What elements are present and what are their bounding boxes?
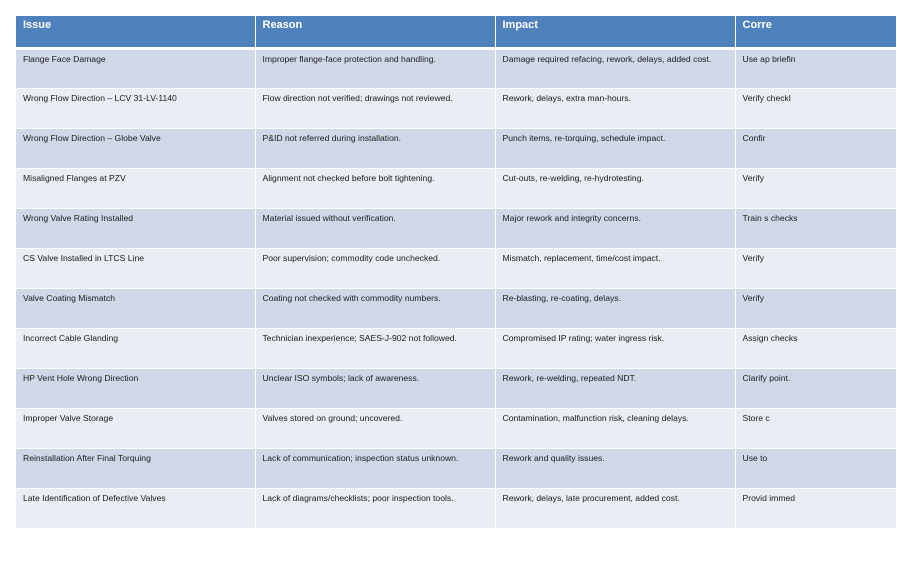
lessons-learned-table bbox=[16, 16, 897, 529]
table-row bbox=[16, 448, 896, 488]
cell-impact: Re-blasting, re-coating, delays. bbox=[495, 288, 735, 328]
cell-reason: Technician inexperience; SAES-J-902 not followed. bbox=[255, 328, 495, 368]
cell-impact: Rework, re-welding, repeated NDT. bbox=[495, 368, 735, 408]
table-row bbox=[16, 208, 896, 248]
cell-issue: Wrong Flow Direction – LCV 31-LV-1140 bbox=[16, 88, 255, 128]
cell-reason: Material issued without verification. bbox=[255, 208, 495, 248]
table-row bbox=[16, 368, 896, 408]
cell-reason: Valves stored on ground; uncovered. bbox=[255, 408, 495, 448]
cell-impact: Major rework and integrity concerns. bbox=[495, 208, 735, 248]
header-corrective: Corre bbox=[735, 16, 896, 48]
cell-reason: Unclear ISO symbols; lack of awareness. bbox=[255, 368, 495, 408]
cell-corrective: Provid immed bbox=[735, 488, 896, 528]
table-row bbox=[16, 488, 896, 528]
cell-issue: Late Identification of Defective Valves bbox=[16, 488, 255, 528]
cell-corrective: Use ap briefin bbox=[735, 48, 896, 88]
table-row bbox=[16, 288, 896, 328]
cell-corrective: Verify bbox=[735, 248, 896, 288]
cell-corrective: Verify bbox=[735, 288, 896, 328]
cell-corrective: Assign checks bbox=[735, 328, 896, 368]
table-row bbox=[16, 328, 896, 368]
cell-impact: Compromised IP rating; water ingress risk. bbox=[495, 328, 735, 368]
cell-issue: Misaligned Flanges at PZV bbox=[16, 168, 255, 208]
header-impact: Impact bbox=[495, 16, 735, 48]
cell-issue: HP Vent Hole Wrong Direction bbox=[16, 368, 255, 408]
cell-corrective: Store c bbox=[735, 408, 896, 448]
cell-corrective: Use to bbox=[735, 448, 896, 488]
cell-issue: Flange Face Damage bbox=[16, 48, 255, 88]
cell-impact: Cut-outs, re-welding, re-hydrotesting. bbox=[495, 168, 735, 208]
cell-impact: Contamination, malfunction risk, cleaning delays. bbox=[495, 408, 735, 448]
cell-corrective: Verify bbox=[735, 168, 896, 208]
table-row bbox=[16, 248, 896, 288]
cell-impact: Rework and quality issues. bbox=[495, 448, 735, 488]
cell-issue: CS Valve Installed in LTCS Line bbox=[16, 248, 255, 288]
lessons-learned-table-container bbox=[16, 16, 798, 537]
cell-reason: Alignment not checked before bolt tightening. bbox=[255, 168, 495, 208]
cell-reason: P&ID not referred during installation. bbox=[255, 128, 495, 168]
header-row bbox=[16, 16, 896, 48]
cell-impact: Damage required refacing, rework, delays, added cost. bbox=[495, 48, 735, 88]
cell-reason: Improper flange-face protection and handling. bbox=[255, 48, 495, 88]
table-row bbox=[16, 128, 896, 168]
header-issue: Issue bbox=[16, 16, 255, 48]
table-row bbox=[16, 168, 896, 208]
cell-impact: Punch items, re-torquing, schedule impact. bbox=[495, 128, 735, 168]
cell-issue: Valve Coating Mismatch bbox=[16, 288, 255, 328]
cell-issue: Incorrect Cable Glanding bbox=[16, 328, 255, 368]
cell-reason: Lack of communication; inspection status unknown. bbox=[255, 448, 495, 488]
cell-impact: Rework, delays, extra man-hours. bbox=[495, 88, 735, 128]
cell-issue: Reinstallation After Final Torquing bbox=[16, 448, 255, 488]
table-row bbox=[16, 48, 896, 88]
cell-issue: Wrong Flow Direction – Globe Valve bbox=[16, 128, 255, 168]
cell-reason: Poor supervision; commodity code unchecked. bbox=[255, 248, 495, 288]
cell-reason: Coating not checked with commodity numbers. bbox=[255, 288, 495, 328]
cell-impact: Mismatch, replacement, time/cost impact. bbox=[495, 248, 735, 288]
cell-corrective: Train s checks bbox=[735, 208, 896, 248]
cell-issue: Wrong Valve Rating Installed bbox=[16, 208, 255, 248]
cell-corrective: Confir bbox=[735, 128, 896, 168]
cell-corrective: Verify checkl bbox=[735, 88, 896, 128]
table-row bbox=[16, 88, 896, 128]
cell-reason: Lack of diagrams/checklists; poor inspection tools. bbox=[255, 488, 495, 528]
table-row bbox=[16, 408, 896, 448]
cell-impact: Rework, delays, late procurement, added cost. bbox=[495, 488, 735, 528]
cell-reason: Flow direction not verified; drawings not reviewed. bbox=[255, 88, 495, 128]
cell-issue: Improper Valve Storage bbox=[16, 408, 255, 448]
header-reason: Reason bbox=[255, 16, 495, 48]
cell-corrective: Clarify point. bbox=[735, 368, 896, 408]
